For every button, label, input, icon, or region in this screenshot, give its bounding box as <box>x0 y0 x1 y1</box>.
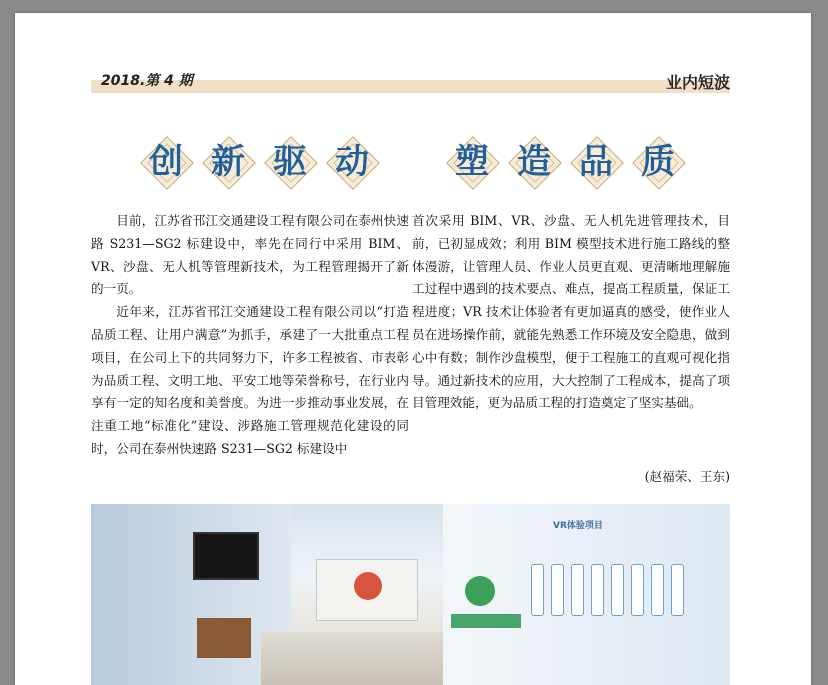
title-char <box>197 131 259 193</box>
photo-vr-panel <box>591 564 604 616</box>
title-char <box>321 131 383 193</box>
photo-logo-icon <box>354 572 382 600</box>
paragraph: 首次采用 BIM、VR、沙盘、无人机先进管理技术，目前，已初显成效；利用 BIM 模型技术进行施工路线的整体漫游，让管理人员、作业人员更直观、更清晰地理解施工过程中遇到的技术要点、难点，提高工程质量，保证工程进度；VR 技术让体验者有更加逼真的感受，使作业人员在进场操作前，就能先熟悉工作环境及安全隐患，做到心中有数；制作沙盘模型，便于工程施工的直观可视化指导。通过新技术的应用，大大控制了工程成本，提高了项目管理效能，更为品质工程的打造奠定了坚实基础。 <box>412 213 730 411</box>
title-char-text: 造 <box>517 142 551 182</box>
title-char-text: 品 <box>579 142 613 182</box>
photo-green-banner <box>451 614 521 628</box>
photo-vr-sign: VR体验项目 <box>553 521 603 531</box>
title-char-text: 塑 <box>455 142 489 182</box>
photo-vr-panel <box>551 564 564 616</box>
photo-tv-screen <box>193 532 259 580</box>
title-char <box>565 131 627 193</box>
photo-vr-panel <box>651 564 664 616</box>
author-credit: (赵福荣、王东) <box>644 469 730 484</box>
photo-vr-panel <box>631 564 644 616</box>
photo-vr-panel <box>531 564 544 616</box>
photo-desk <box>197 618 251 658</box>
title-char <box>135 131 197 193</box>
photo-vr-panel <box>571 564 584 616</box>
title-char-text: 动 <box>335 142 369 182</box>
title-char-text: 驱 <box>273 142 307 182</box>
paragraph: 目前，江苏省邗江交通建设工程有限公司在泰州快速路 S231—SG2 标建设中，率先在同行中采用 BIM、VR、沙盘、无人机等管理新技术，为工程管理揭开了新的一页。 <box>91 213 409 297</box>
photo-vr-panel <box>671 564 684 616</box>
paragraph: 近年来，江苏省邗江交通建设工程有限公司以“打造品质工程、让用户满意”为抓手，承建了一大批重点工程项目，在公司上下的共同努力下，许多工程被省、市表彰为品质工程、文明工地、平安工地等荣誉称号，在行业内享有一定的知名度和美誉度。为进一步推动事业发展，在注重工地“标准化”建设、涉路施工管理规范化建设的同时，公司在泰州快速路 S231—SG2 标建设中 <box>91 304 409 456</box>
title-char-text: 质 <box>641 142 675 182</box>
article-title <box>135 131 695 193</box>
title-char <box>627 131 689 193</box>
title-char <box>259 131 321 193</box>
title-char-text: 新 <box>211 142 245 182</box>
article-column-right <box>412 210 730 415</box>
section-name: 业内短波 <box>665 73 730 92</box>
title-char <box>503 131 565 193</box>
photo-vr-panel <box>611 564 624 616</box>
article-column-left <box>91 210 409 461</box>
title-char-text: 创 <box>149 142 183 182</box>
issue-number: 2018.第 4 期 <box>101 73 193 89</box>
article-photo <box>91 504 730 685</box>
photo-safety-logo-icon <box>465 576 495 606</box>
title-char <box>441 131 503 193</box>
document-page <box>15 13 811 685</box>
